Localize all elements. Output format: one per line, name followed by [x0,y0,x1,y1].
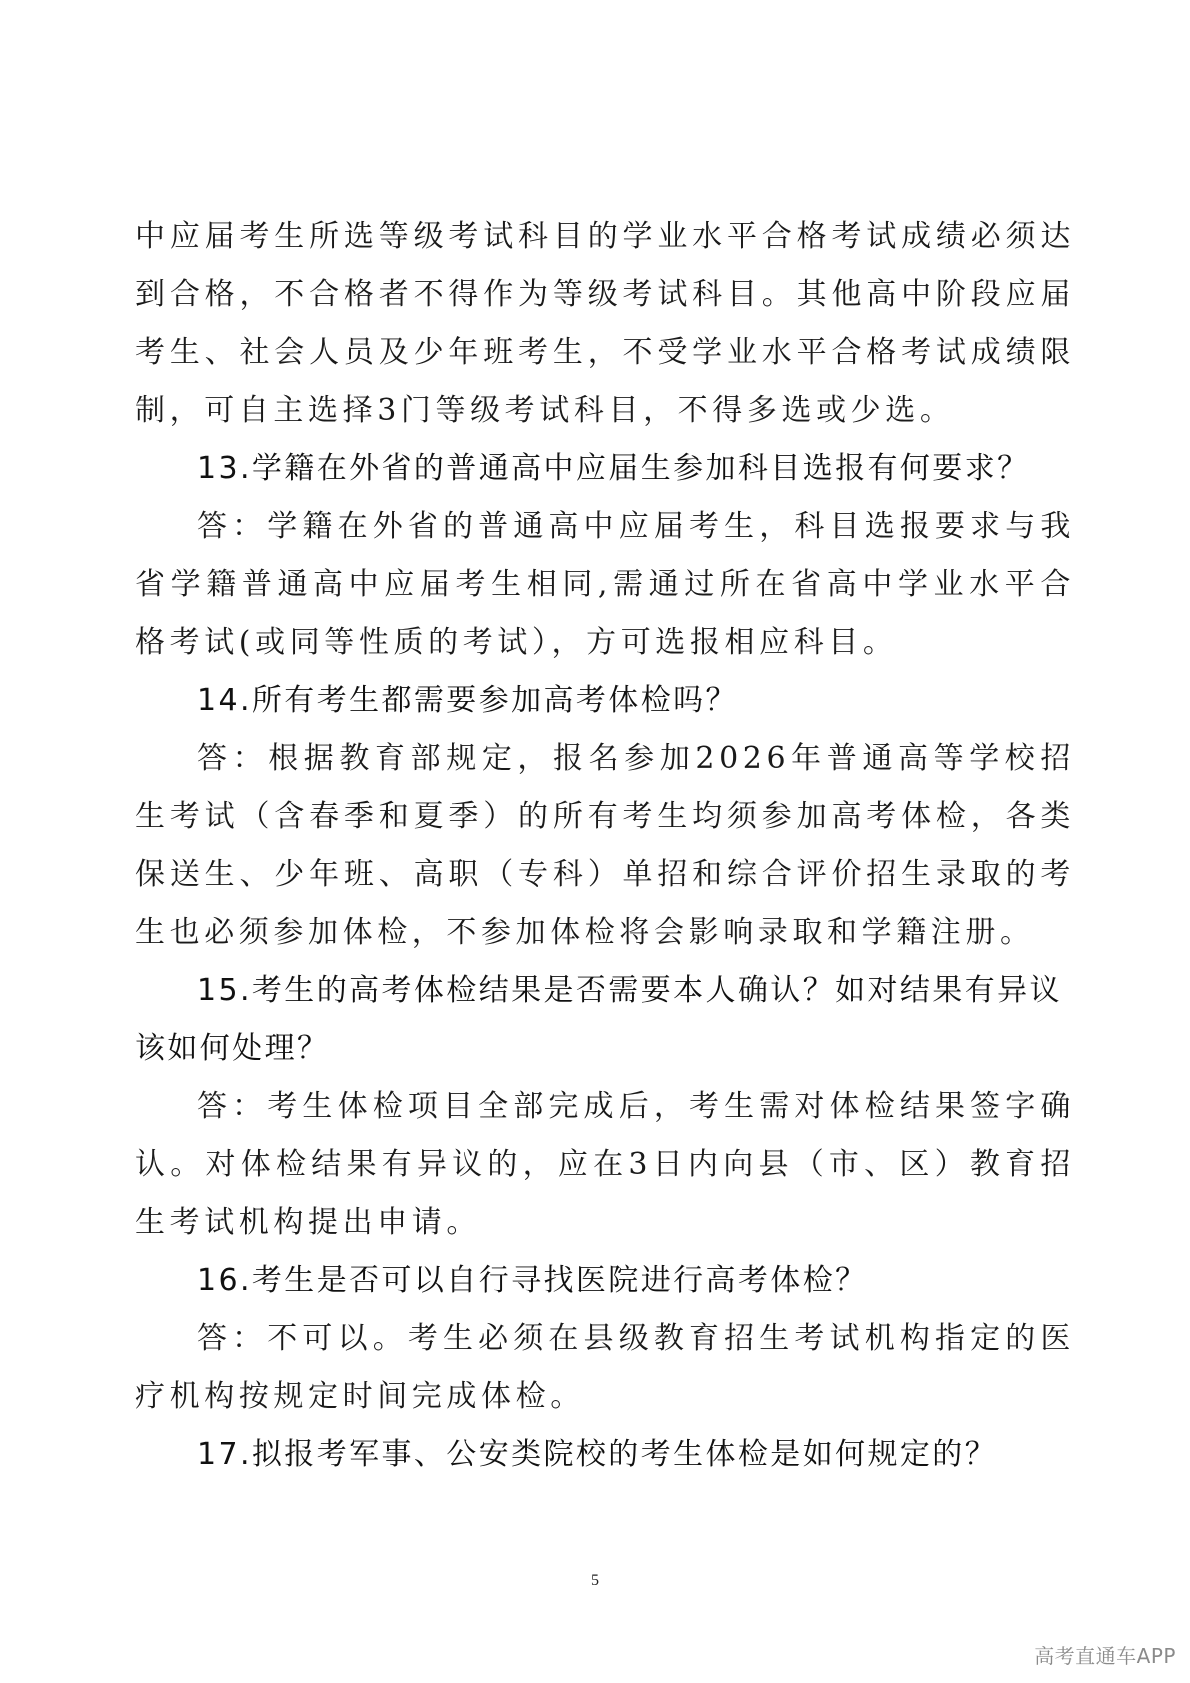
question-14: 14.所有考生都需要参加高考体检吗？ [197,683,738,718]
continuation-paragraph: 中应届考生所选等级考试科目的学业水平合格考试成绩必须达到合格，不合格者不得作为等级考试科目。其他高中阶段应届考生、社会人员及少年班考生，不受学业水平合格考试成绩限制，可自主选择3门等级考试科目，不得多选或少选。 [135,219,1075,428]
question-15: 15.考生的高考体检结果是否需要本人确认？如对结果有异议该如何处理？ [135,973,1062,1066]
question-16: 16.考生是否可以自行寻找医院进行高考体检？ [197,1263,868,1298]
question-13: 13.学籍在外省的普通高中应届生参加科目选报有何要求？ [197,451,1030,486]
answer-16: 答：不可以。考生必须在县级教育招生考试机构指定的医疗机构按规定时间完成体检。 [135,1321,1075,1414]
answer-14: 答：根据教育部规定，报名参加2026年普通高等学校招生考试（含春季和夏季）的所有考生均须参加高考体检，各类保送生、少年班、高职（专科）单招和综合评价招生录取的考生也必须参加体检，不参加体检将会影响录取和学籍注册。 [135,741,1075,950]
question-17: 17.拟报考军事、公安类院校的考生体检是如何规定的？ [197,1437,998,1472]
page-number: 5 [591,1572,599,1589]
watermark: 高考直通车APP [1034,1644,1176,1668]
answer-15: 答：考生体检项目全部完成后，考生需对体检结果签字确认。对体检结果有异议的，应在3日内向县（市、区）教育招生考试机构提出申请。 [135,1089,1075,1240]
answer-13: 答：学籍在外省的普通高中应届考生，科目选报要求与我省学籍普通高中应届考生相同,需通过所在省高中学业水平合格考试(或同等性质的考试），方可选报相应科目。 [135,509,1075,660]
document-body [135,208,1075,1484]
